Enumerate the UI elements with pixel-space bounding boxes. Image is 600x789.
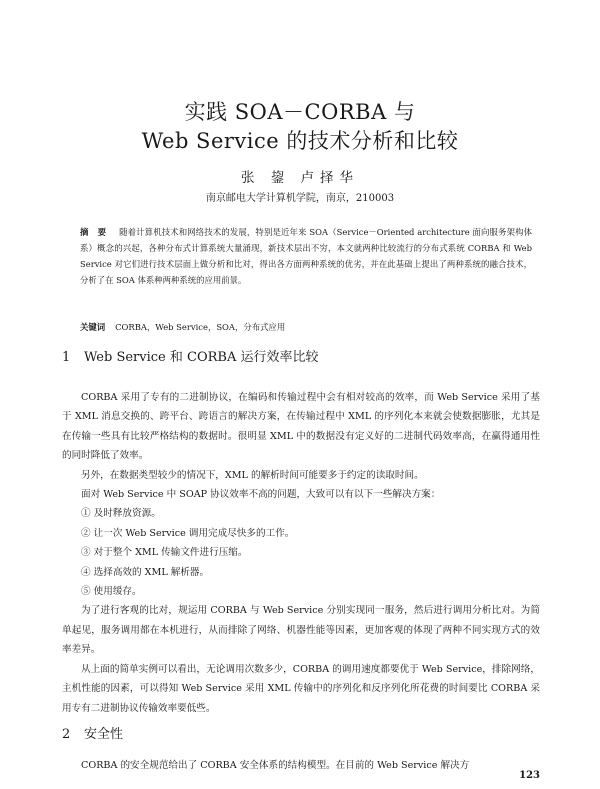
abstract [80,224,532,288]
abstract-label: 摘 要 [80,227,110,237]
page-number: 123 [519,770,540,781]
section-1-heading [62,346,318,365]
authors: 张 鋆 卢择华 [240,170,360,186]
section-2-heading [62,723,123,742]
section-1-title: Web Service 和 CORBA 运行效率比较 [84,350,319,365]
section-2-body [62,756,540,775]
paragraph: 另外，在数据类型较少的情况下，XML 的解析时间可能要多于约定的读取时间。 [81,469,424,481]
list-item: ② 让一次 Web Service 调用完成尽快多的工作。 [81,527,295,539]
section-1-number: 1 [62,350,71,365]
keywords-label: 关键词 [80,322,106,332]
keywords [80,321,532,333]
list-item: ① 及时释放资源。 [81,508,161,520]
paragraph: CORBA 的安全规范给出了 CORBA 安全体系的结构模型。在目前的 Web Service 解决方 [81,760,470,771]
list-item: ④ 选择高效的 XML 解析器。 [81,566,210,578]
abstract-text: 随着计算机技术和网络技术的发展，特别是近年来 SOA（Service－Oriented architecture 面向服务架构体系）概念的兴起，各种分布式计算系统大量涌现，新技术层出不穷，本文就两种比较流行的分布式系统 CORBA 和 Web Service 对它们进行技术层面上做分析和比对，得出各方面两种系统的优劣，并在此基础上提出了两种系统的融合技术，分析了在 SOA 体系种两种系统的应用前景。 [80,227,532,285]
paragraph: 面对 Web Service 中 SOAP 协议效率不高的问题，大致可以有以下一些解决方案： [81,489,441,501]
section-1-body [62,388,540,718]
paragraph: 从上面的简单实例可以看出，无论调用次数多少，CORBA 的调用速度都要优于 Web Service，排除网络，主机性能的因素，可以得知 Web Service 采用 XML 传输中的序列化和反序列化所花费的时间要比 CORBA 采用专有二进制协议传输效率要低些。 [62,663,540,714]
title-line-2: Web Service 的技术分析和比较 [141,129,459,153]
paragraph: CORBA 采用了专有的二进制协议，在编码和传输过程中会有相对较高的效率，而 Web Service 采用了基于 XML 消息交换的、跨平台、跨语言的解决方案，在传输过程中 XML 的序列化本来就会使数据膨胀，尤其是在传输一些具有比较严格结构的数据时。很明显 XML 中的数据没有定义好的二进制代码效率高，在赢得通用性的同时降低了效率。 [62,392,540,462]
keywords-text: CORBA，Web Service，SOA，分布式应用 [115,322,286,332]
section-2-title: 安全性 [84,727,124,742]
paragraph: 为了进行客观的比对，规运用 CORBA 与 Web Service 分别实现同一服务，然后进行调用分析比对。为简单起见，服务调用都在本机进行，从而排除了网络、机器性能等因素，更加客观的体现了两种不同实现方式的效率差异。 [62,605,540,656]
title-line-1: 实践 SOA－CORBA 与 [184,100,416,124]
section-2-number: 2 [62,727,71,742]
affiliation: 南京邮电大学计算机学院，南京，210003 [205,193,395,204]
list-item: ⑤ 使用缓存。 [81,586,142,598]
list-item: ③ 对于整个 XML 传输文件进行压缩。 [81,547,248,559]
